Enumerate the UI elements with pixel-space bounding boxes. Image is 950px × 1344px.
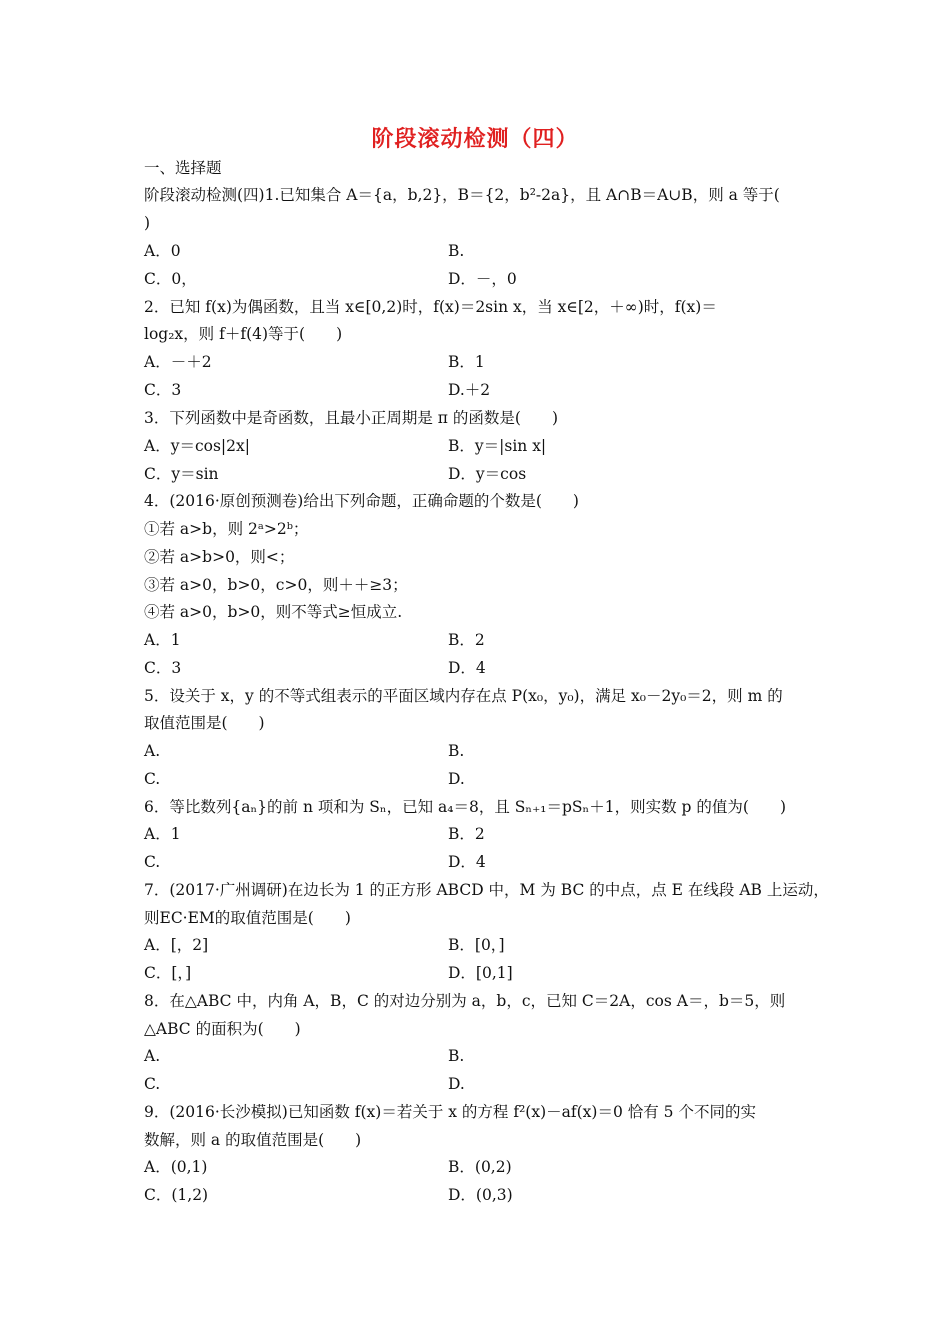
q8-option-b: B. [448, 1047, 465, 1065]
q5-option-a: A. [144, 742, 161, 760]
q6-option-a: A．1 [144, 825, 181, 843]
q7-stem-line2: 则EC·EM的取值范围是( ) [144, 909, 351, 927]
q9-option-c: C．(1,2) [144, 1186, 209, 1204]
q7-option-a: A．[，2] [144, 936, 209, 954]
q2-option-b: B．1 [448, 353, 485, 371]
q4-proposition-1: ①若 a>b，则 2ᵃ>2ᵇ； [144, 520, 309, 538]
q2-stem-line1: 2．已知 f(x)为偶函数，且当 x∈[0,2)时，f(x)＝2sin x，当 x∈[2，＋∞)时，f(x)＝ [144, 298, 717, 316]
q8-stem-line2: △ABC 的面积为( ) [144, 1020, 301, 1038]
q7-option-d: D．[0,1] [448, 964, 513, 982]
q5-option-d: D. [448, 770, 465, 788]
q1-option-d: D．－，0 [448, 270, 517, 288]
q9-stem-line2: 数解，则 a 的取值范围是( ) [144, 1131, 362, 1149]
page-title: 阶段滚动检测（四） [371, 126, 579, 152]
q4-option-a: A．1 [144, 631, 181, 649]
q2-stem-line2: log₂x，则 f＋f(4)等于( ) [144, 325, 343, 343]
q3-option-c: C．y＝sin [144, 465, 219, 483]
q3-option-a: A．y＝cos|2x| [144, 437, 250, 455]
q9-option-a: A．(0,1) [144, 1158, 208, 1176]
q9-stem-line1: 9．(2016·长沙模拟)已知函数 f(x)＝若关于 x 的方程 f²(x)－af(x)＝0 恰有 5 个不同的实 [144, 1103, 756, 1121]
q4-proposition-4: ④若 a>0，b>0，则不等式≥恒成立. [144, 603, 403, 621]
q5-option-b: B. [448, 742, 465, 760]
q4-proposition-2: ②若 a>b>0，则<； [144, 548, 295, 566]
q7-option-c: C．[，] [144, 964, 192, 982]
q4-proposition-3: ③若 a>0，b>0，c>0，则＋＋≥3； [144, 576, 408, 594]
q6-option-c: C. [144, 853, 161, 871]
q2-option-c: C．3 [144, 381, 182, 399]
q1-option-c: C．0， [144, 270, 197, 288]
q6-option-b: B．2 [448, 825, 485, 843]
q4-option-d: D．4 [448, 659, 486, 677]
q4-option-b: B．2 [448, 631, 485, 649]
q3-option-d: D．y＝cos [448, 465, 527, 483]
q3-option-b: B．y＝|sin x| [448, 437, 547, 455]
q6-option-d: D．4 [448, 853, 486, 871]
q3-stem: 3．下列函数中是奇函数，且最小正周期是 π 的函数是( ) [144, 409, 558, 427]
q6-stem: 6．等比数列{aₙ}的前 n 项和为 Sₙ，已知 a₄＝8，且 Sₙ₊₁＝pSₙ＋1，则实数 p 的值为( ) [144, 798, 786, 816]
q1-option-b: B. [448, 242, 465, 260]
q8-option-a: A. [144, 1047, 161, 1065]
section-heading: 一、选择题 [144, 159, 222, 177]
q7-stem-line1: 7．(2017·广州调研)在边长为 1 的正方形 ABCD 中，M 为 BC 的中点，点 E 在线段 AB 上运动， [144, 881, 829, 899]
q8-option-c: C. [144, 1075, 161, 1093]
q2-option-a: A．－＋2 [144, 353, 212, 371]
q2-option-d: D.＋2 [448, 381, 491, 399]
q4-stem: 4．(2016·原创预测卷)给出下列命题，正确命题的个数是( ) [144, 492, 579, 510]
q1-stem-line2: ) [144, 214, 151, 232]
q4-option-c: C．3 [144, 659, 182, 677]
q5-stem-line1: 5．设关于 x，y 的不等式组表示的平面区域内存在点 P(x₀，y₀)，满足 x₀－2y₀＝2，则 m 的 [144, 687, 783, 705]
q1-stem-line1: 阶段滚动检测(四)1.已知集合 A＝{a，b,2}，B＝{2，b²-2a}，且 A∩B＝A∪B，则 a 等于( [144, 186, 780, 204]
q9-option-b: B．(0,2) [448, 1158, 512, 1176]
q8-option-d: D. [448, 1075, 465, 1093]
q9-option-d: D．(0,3) [448, 1186, 513, 1204]
q8-stem-line1: 8．在△ABC 中，内角 A，B，C 的对边分别为 a，b，c，已知 C＝2A，cos A＝，b＝5，则 [144, 992, 786, 1010]
q5-stem-line2: 取值范围是( ) [144, 714, 265, 732]
q7-option-b: B．[0，] [448, 936, 505, 954]
q1-option-a: A．0 [144, 242, 181, 260]
q5-option-c: C. [144, 770, 161, 788]
